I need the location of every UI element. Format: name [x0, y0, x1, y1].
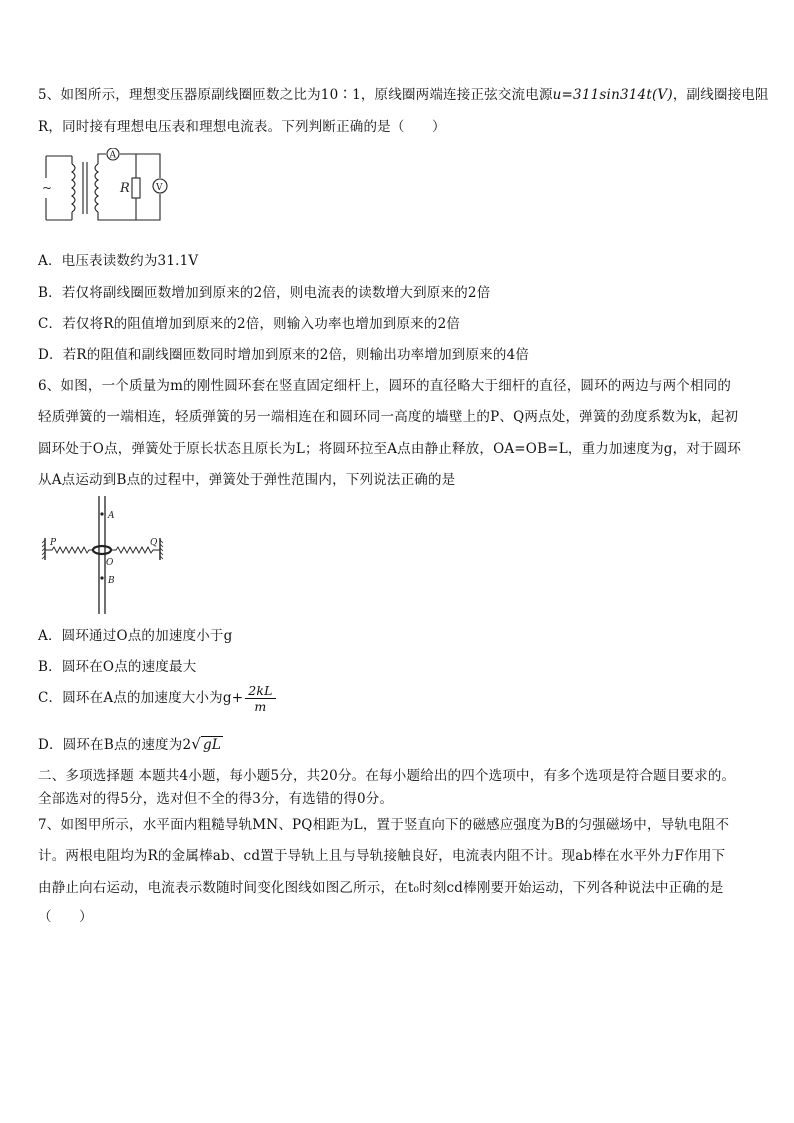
point-p-label: P: [50, 538, 57, 548]
q7-stem-line4: （ ）: [38, 909, 93, 925]
point-b-label: B: [108, 576, 115, 586]
q5-stem-line2: R，同时接有理想电压表和理想电流表。下列判断正确的是（ ）: [38, 119, 446, 135]
ammeter-label: A: [109, 150, 116, 161]
q7-stem-line1: 7、如图甲所示，水平面内粗糙导轨MN、PQ相距为L，置于竖直向下的磁感应强度为B的匀强磁场中，导轨电阻不: [38, 817, 730, 833]
section2-heading-line2: 全部选对的得5分，选对但不全的得3分，有选错的得0分。: [38, 791, 394, 807]
transformer-circuit-figure: [38, 148, 178, 228]
q6-option-c-fraction: $\frac{2kL}{m}$: [245, 683, 275, 714]
voltmeter-label: V: [156, 183, 163, 193]
q5-option-b: B．若仅将副线圈匝数增加到原来的2倍，则电流表的读数增大到原来的2倍: [38, 285, 491, 301]
q5-option-a: A．电压表读数约为31.1V: [38, 253, 199, 269]
q6-stem-line4: 从A点运动到B点的过程中，弹簧处于弹性范围内，下列说法正确的是: [38, 472, 456, 488]
spring-ring-figure: [40, 494, 170, 616]
resistor-label: R: [120, 181, 130, 196]
q6-stem-line1: 6、如图，一个质量为m的刚性圆环套在竖直固定细杆上，圆环的直径略大于细杆的直径，圆环的两边与两个相同的: [38, 378, 732, 394]
point-q-label: Q: [150, 538, 158, 548]
ac-source-symbol: ~: [42, 181, 53, 195]
point-o-label: O: [106, 558, 114, 568]
q6-option-b: B．圆环在O点的速度最大: [38, 659, 197, 675]
q6-stem-line3: 圆环处于O点，弹簧处于原长状态且原长为L；将圆环拉至A点由静止释放，OA=OB=L，重力加速度为g，对于圆环: [38, 441, 742, 457]
q6-option-d: D．圆环在B点的速度为2√ gL: [38, 735, 222, 753]
q5-formula: u=311sin314t(V): [552, 87, 673, 103]
q6-option-c: C．圆环在A点的加速度大小为g+ $\frac{2kL}{m}$: [38, 683, 276, 714]
point-a-label: A: [108, 511, 115, 521]
q5-option-d: D．若R的阻值和副线圈匝数同时增加到原来的2倍，则输出功率增加到原来的4倍: [38, 347, 530, 363]
q7-stem-line3: 由静止向右运动，电流表示数随时间变化图线如图乙所示，在t₀时刻cd棒刚要开始运动，下列各种说法中正确的是: [38, 880, 724, 896]
q7-stem-line2: 计。两根电阻均为R的金属棒ab、cd置于导轨上且与导轨接触良好，电流表内阻不计。现ab棒在水平外力F作用下: [38, 848, 726, 864]
q6-option-a: A．圆环通过O点的加速度小于g: [38, 628, 233, 644]
q6-option-d-root: gL: [203, 737, 222, 753]
q5-stem-line1: 5、如图所示，理想变压器原副线圈匝数之比为10∶1，原线圈两端连接正弦交流电源u=311sin314t(V)，副线圈接电阻: [38, 87, 769, 103]
section2-heading-line1: 二、多项选择题 本题共4小题，每小题5分，共20分。在每小题给出的四个选项中，有多个选项是符合题目要求的。: [38, 768, 736, 784]
q5-option-c: C．若仅将R的阻值增加到原来的2倍，则输入功率也增加到原来的2倍: [38, 316, 461, 332]
q6-stem-line2: 轻质弹簧的一端相连，轻质弹簧的另一端相连在和圆环同一高度的墙壁上的P、Q两点处，弹簧的劲度系数为k，起初: [38, 409, 739, 425]
